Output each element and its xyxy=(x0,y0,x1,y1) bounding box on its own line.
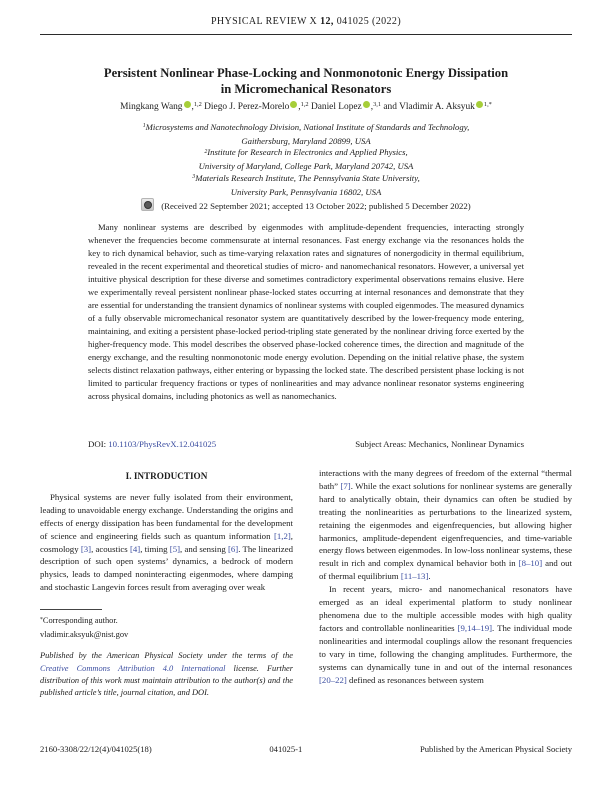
text-run: , acoustics xyxy=(91,543,130,554)
text-run: license. Further distribution of this work must maintain attribution to the author(s) and the published article’s title, journal citation, and DOI. xyxy=(40,663,293,697)
text-run: . The individual mode nonlinearities and intermodal couplings allow the resonant frequencies to vary in time, following the changing amplitudes. Furthermore, the systems can dynamically tune in and out of the internal resonances xyxy=(319,622,572,672)
text-run: In recent years, micro- and nanomechanical resonators have emerged as an ideal experimental platform to study nonlinear phenomena due to the multiple accessible modes with high quality factors and controllable nonlinearities xyxy=(319,584,572,633)
text-run: , xyxy=(370,102,374,112)
license-notice xyxy=(40,650,293,699)
orcid-icon[interactable] xyxy=(184,101,191,108)
text-run: Published by the American Physical Society under the terms of the xyxy=(40,651,293,661)
text-run: * xyxy=(40,616,43,623)
paper-title-line1: Persistent Nonlinear Phase-Locking and Nonmonotonic Energy Dissipation xyxy=(103,66,509,80)
citation-link[interactable]: [3] xyxy=(80,543,92,554)
text-run: 3 xyxy=(192,174,196,181)
citation-link[interactable]: [7] xyxy=(340,480,351,491)
text-run: , xyxy=(191,102,194,112)
text-run: Daniel Lopez xyxy=(308,102,362,112)
intro-paragraph-3 xyxy=(319,583,572,686)
orcid-icon[interactable] xyxy=(290,101,297,108)
corresponding-author-footnote xyxy=(40,615,293,640)
citation-link[interactable]: [4] xyxy=(129,543,141,554)
text-run: Diego J. Perez-Morelo xyxy=(201,102,290,112)
affiliation-line xyxy=(40,122,572,136)
citation-link[interactable]: [5] xyxy=(169,543,181,554)
footer-page-number: 041025-1 xyxy=(269,744,303,754)
text-run: 1,2 xyxy=(193,101,202,109)
left-column xyxy=(40,467,293,699)
text-run: 1,2 xyxy=(300,101,309,109)
intro-paragraph-1 xyxy=(40,491,293,594)
text-run: University Park, Pennsylvania 16802, USA xyxy=(230,186,382,197)
doi-link[interactable]: 10.1103/PhysRevX.12.041025 xyxy=(108,439,217,449)
page-footer xyxy=(40,744,572,754)
citation-link[interactable]: [20–22] xyxy=(319,674,347,685)
author-byline xyxy=(40,102,572,112)
citation-link[interactable]: [8–10] xyxy=(518,558,543,569)
paper-title-line2: in Micromechanical Resonators xyxy=(220,81,392,96)
intro-paragraph-2 xyxy=(319,467,572,583)
text-run: 12, xyxy=(320,16,334,27)
text-run: . xyxy=(428,571,431,582)
journal-header xyxy=(40,16,572,35)
text-run: . While the exact solutions for nonlinear systems are generally hard to analytically obtain, their dynamics can often be studied by treating the nonlinearities as perturbations to the linearized system, retaining the eigenmodes and eigenfrequencies, but allowing higher harmonics, amplitude-dependent eigenfrequencies, and time-variable energy flows between eigenmodes. In low-loss nonlinear systems, these result in rich and complex dynamical behavior both in xyxy=(319,480,572,569)
received-text: (Received 22 September 2021; accepted 13 October 2022; published 5 December 2022) xyxy=(161,201,471,211)
text-run: 1 xyxy=(142,123,146,130)
text-run: , cosmology xyxy=(40,530,293,554)
citation-link[interactable]: [6] xyxy=(227,543,239,554)
citation-link[interactable]: [1,2] xyxy=(273,530,291,541)
text-run: Mingkang Wang xyxy=(120,102,183,112)
doi-label: DOI: xyxy=(88,439,109,449)
text-run: , and sensing xyxy=(180,543,228,554)
text-run: Corresponding author. xyxy=(42,616,118,626)
text-run: Physical systems are never fully isolated from their environment, leading to unavoidable energy exchange. Understanding the origins and effects of energy dissipation has been fundamental for the development of science and engineering fields such as quantum information xyxy=(40,491,293,541)
text-run: 041025 (2022) xyxy=(333,16,402,27)
text-run: PHYSICAL REVIEW X xyxy=(210,16,321,27)
text-run: Microsystems and Nanotechnology Division, National Institute of Standards and Technology, xyxy=(145,122,470,132)
affiliation-line xyxy=(40,161,572,173)
text-run: defined as resonances between system xyxy=(346,674,484,685)
paper-title xyxy=(50,66,562,97)
footer-publisher: Published by the American Physical Society xyxy=(419,744,572,754)
text-run: , xyxy=(298,102,301,112)
text-run: Institute for Research in Electronics and Applied Physics, xyxy=(207,147,408,158)
text-run: 2 xyxy=(204,148,208,155)
affiliation-line xyxy=(40,147,572,161)
subject-areas xyxy=(355,439,524,449)
footnote-line xyxy=(40,615,293,629)
text-run: . The linearized description of such open systems’ dynamics, a bedrock of modern physics, leads to damped noninteracting eigenmodes, where damping and stochastic Langevin forces result from averaging over weak xyxy=(40,543,294,593)
affiliation-line xyxy=(40,173,572,187)
text-run: , timing xyxy=(140,543,170,554)
affiliation-line xyxy=(40,136,572,148)
orcid-icon[interactable] xyxy=(476,101,483,108)
corresponding-author-email[interactable]: vladimir.aksyuk@nist.gov xyxy=(40,629,129,639)
text-run: 1,* xyxy=(483,101,492,109)
text-run: interactions with the many degrees of freedom of the external “thermal bath” xyxy=(319,468,572,491)
text-run: Gaithersburg, Maryland 20899, USA xyxy=(241,135,371,146)
crossmark-icon[interactable] xyxy=(141,198,154,211)
citation-link[interactable]: [9,14–19] xyxy=(457,622,493,633)
footer-issn: 2160-3308/22/12(4)/041025(18) xyxy=(40,744,152,754)
subject-value: Mechanics, Nonlinear Dynamics xyxy=(408,439,524,449)
text-run: Materials Research Institute, The Pennsylvania State University, xyxy=(195,172,420,183)
doi-entry xyxy=(88,439,216,449)
affiliation-line xyxy=(40,187,572,199)
received-line xyxy=(40,198,572,211)
text-run: University of Maryland, College Park, Maryland 20742, USA xyxy=(198,161,414,172)
affiliations xyxy=(40,122,572,198)
text-link[interactable]: Creative Commons Attribution 4.0 International xyxy=(40,663,226,673)
doi-subject-row xyxy=(88,439,524,449)
footnote-divider xyxy=(40,609,102,610)
subject-label: Subject Areas: xyxy=(355,439,409,449)
orcid-icon[interactable] xyxy=(363,101,370,108)
text-run: and Vladimir A. Aksyuk xyxy=(381,102,475,112)
right-column xyxy=(319,467,572,686)
citation-link[interactable]: [11–13] xyxy=(400,571,429,582)
section-heading-introduction: I. INTRODUCTION xyxy=(125,471,208,481)
text-run: 3,1 xyxy=(373,101,382,109)
text-run: and out of thermal equilibrium xyxy=(319,558,573,582)
abstract: Many nonlinear systems are described by eigenmodes with amplitude-dependent frequencies, interacting strongly whenever the frequencies become commensurate at internal resonances. Fast energy exchange via the resonances holds the key to rich dynamical behavior, such as time-varying relaxation rates and signatures of nonergodicity in thermal equilibrium, revealed in the recent experimental and theoretical studies of micro- and nanomechanical resonators. However, a universal yet intuitive physical description for these diverse and sometimes contradictory experimental observations remains elusive. Here we experimentally reveal persistent nonlinear phase-locked states occurring at internal resonances and demonstrate that they are essential for understanding the transient dynamics of nonlinear systems with coupled eigenmodes. The measured dynamics of a fully observable micromechanical resonator system are quantitatively described by the lower-frequency mode entering, maintaining, and exiting a persistent phase-locked period-tripling state generated by the nonlinear driving force exerted by the higher-frequency mode. This model describes the observed phase-locked coherence times, the direction and magnitude of the energy exchange, and the resulting nonmonotonic mode energy evolution. Depending on the initial relative phase, the system selects distinct relaxation pathways, either entering or bypassing the locked state. The described persistent phase locking is not limited to particular frequency fractions or types of nonlinearities and may advance nonlinear resonator systems engineering across physical domains, including photonics as well as nanomechanics. xyxy=(88,222,524,401)
